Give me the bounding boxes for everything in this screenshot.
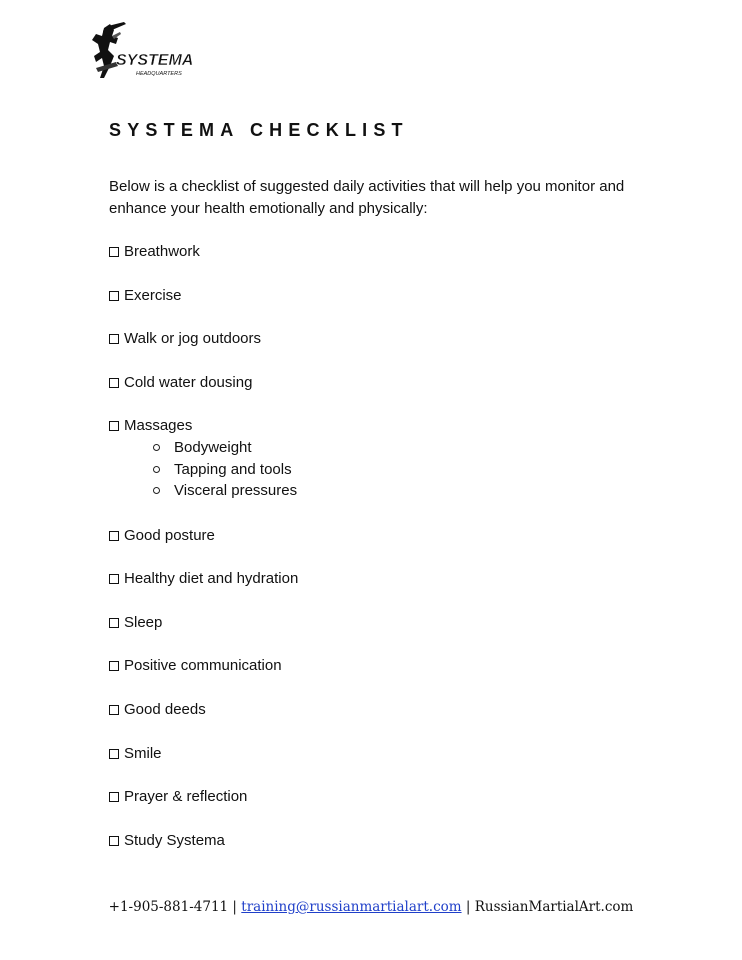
- checkbox-icon[interactable]: [109, 334, 119, 344]
- checklist-item[interactable]: [109, 372, 252, 394]
- sub-list-item-label: Visceral pressures: [174, 482, 298, 499]
- checkbox-icon[interactable]: [109, 661, 119, 671]
- sub-list-item: [109, 459, 297, 481]
- checklist-item[interactable]: [109, 328, 261, 350]
- footer-website: RussianMartialArt.com: [474, 899, 634, 915]
- footer-separator: |: [232, 899, 237, 915]
- checklist-item-label: Positive communication: [124, 657, 282, 674]
- circle-bullet-icon: [153, 444, 160, 451]
- checkbox-icon[interactable]: [109, 421, 119, 431]
- warrior-with-sword-logo-icon: [90, 22, 206, 80]
- checklist-item[interactable]: [109, 568, 298, 590]
- footer-contact: [0, 899, 742, 915]
- footer-email-link[interactable]: training@russianmartialart.com: [241, 899, 462, 915]
- logo-wordmark: SYSTEMA: [116, 52, 194, 69]
- massages-subitems: [109, 437, 297, 502]
- checklist-item-label: Exercise: [124, 287, 182, 304]
- checkbox-icon[interactable]: [109, 378, 119, 388]
- checklist-item-label: Prayer & reflection: [124, 788, 248, 805]
- checkbox-icon[interactable]: [109, 531, 119, 541]
- checklist-item[interactable]: [109, 743, 162, 765]
- checklist-item-label: Good deeds: [124, 701, 206, 718]
- checklist-item[interactable]: [109, 830, 225, 852]
- checklist-item[interactable]: [109, 285, 182, 307]
- checklist-item[interactable]: [109, 655, 282, 677]
- checklist-item[interactable]: [109, 786, 247, 808]
- sub-list-item: [109, 480, 297, 502]
- checklist-item[interactable]: [109, 612, 162, 634]
- checklist-item-label: Study Systema: [124, 832, 225, 849]
- checkbox-icon[interactable]: [109, 749, 119, 759]
- footer-separator: |: [465, 899, 471, 915]
- checklist-item-label: Cold water dousing: [124, 374, 253, 391]
- sub-list-item-label: Tapping and tools: [174, 460, 292, 478]
- footer-phone: +1-905-881-4711: [108, 899, 229, 915]
- checkbox-icon[interactable]: [109, 618, 119, 628]
- checklist-item[interactable]: [109, 699, 206, 721]
- checklist-item[interactable]: [109, 241, 200, 263]
- checklist-item-label: Walk or jog outdoors: [124, 330, 262, 347]
- logo-subtitle: HEADQUARTERS: [136, 71, 182, 77]
- circle-bullet-icon: [153, 466, 160, 473]
- intro-paragraph: Below is a checklist of suggested daily activities that will help you monitor and enhance your health emotionally and physically:: [109, 178, 625, 217]
- checklist-item-label: Breathwork: [124, 243, 200, 260]
- checkbox-icon[interactable]: [109, 705, 119, 715]
- page-title: SYSTEMA CHECKLIST: [109, 120, 409, 140]
- systema-logo: [90, 22, 206, 80]
- checklist-item[interactable]: [109, 525, 215, 547]
- checklist-item-label: Good posture: [124, 527, 215, 544]
- sub-list-item-label: Bodyweight: [174, 439, 252, 456]
- checklist-item-label: Smile: [124, 745, 162, 762]
- checklist-item-label: Healthy diet and hydration: [124, 570, 299, 587]
- checkbox-icon[interactable]: [109, 792, 119, 802]
- sub-list-item: [109, 437, 297, 459]
- checklist-item-label: Sleep: [124, 614, 163, 631]
- checkbox-icon[interactable]: [109, 291, 119, 301]
- checklist-item-massages[interactable]: [109, 415, 297, 502]
- checkbox-icon[interactable]: [109, 574, 119, 584]
- checkbox-icon[interactable]: [109, 836, 119, 846]
- circle-bullet-icon: [153, 487, 160, 494]
- checkbox-icon[interactable]: [109, 247, 119, 257]
- checklist-item-label: Massages: [124, 417, 193, 434]
